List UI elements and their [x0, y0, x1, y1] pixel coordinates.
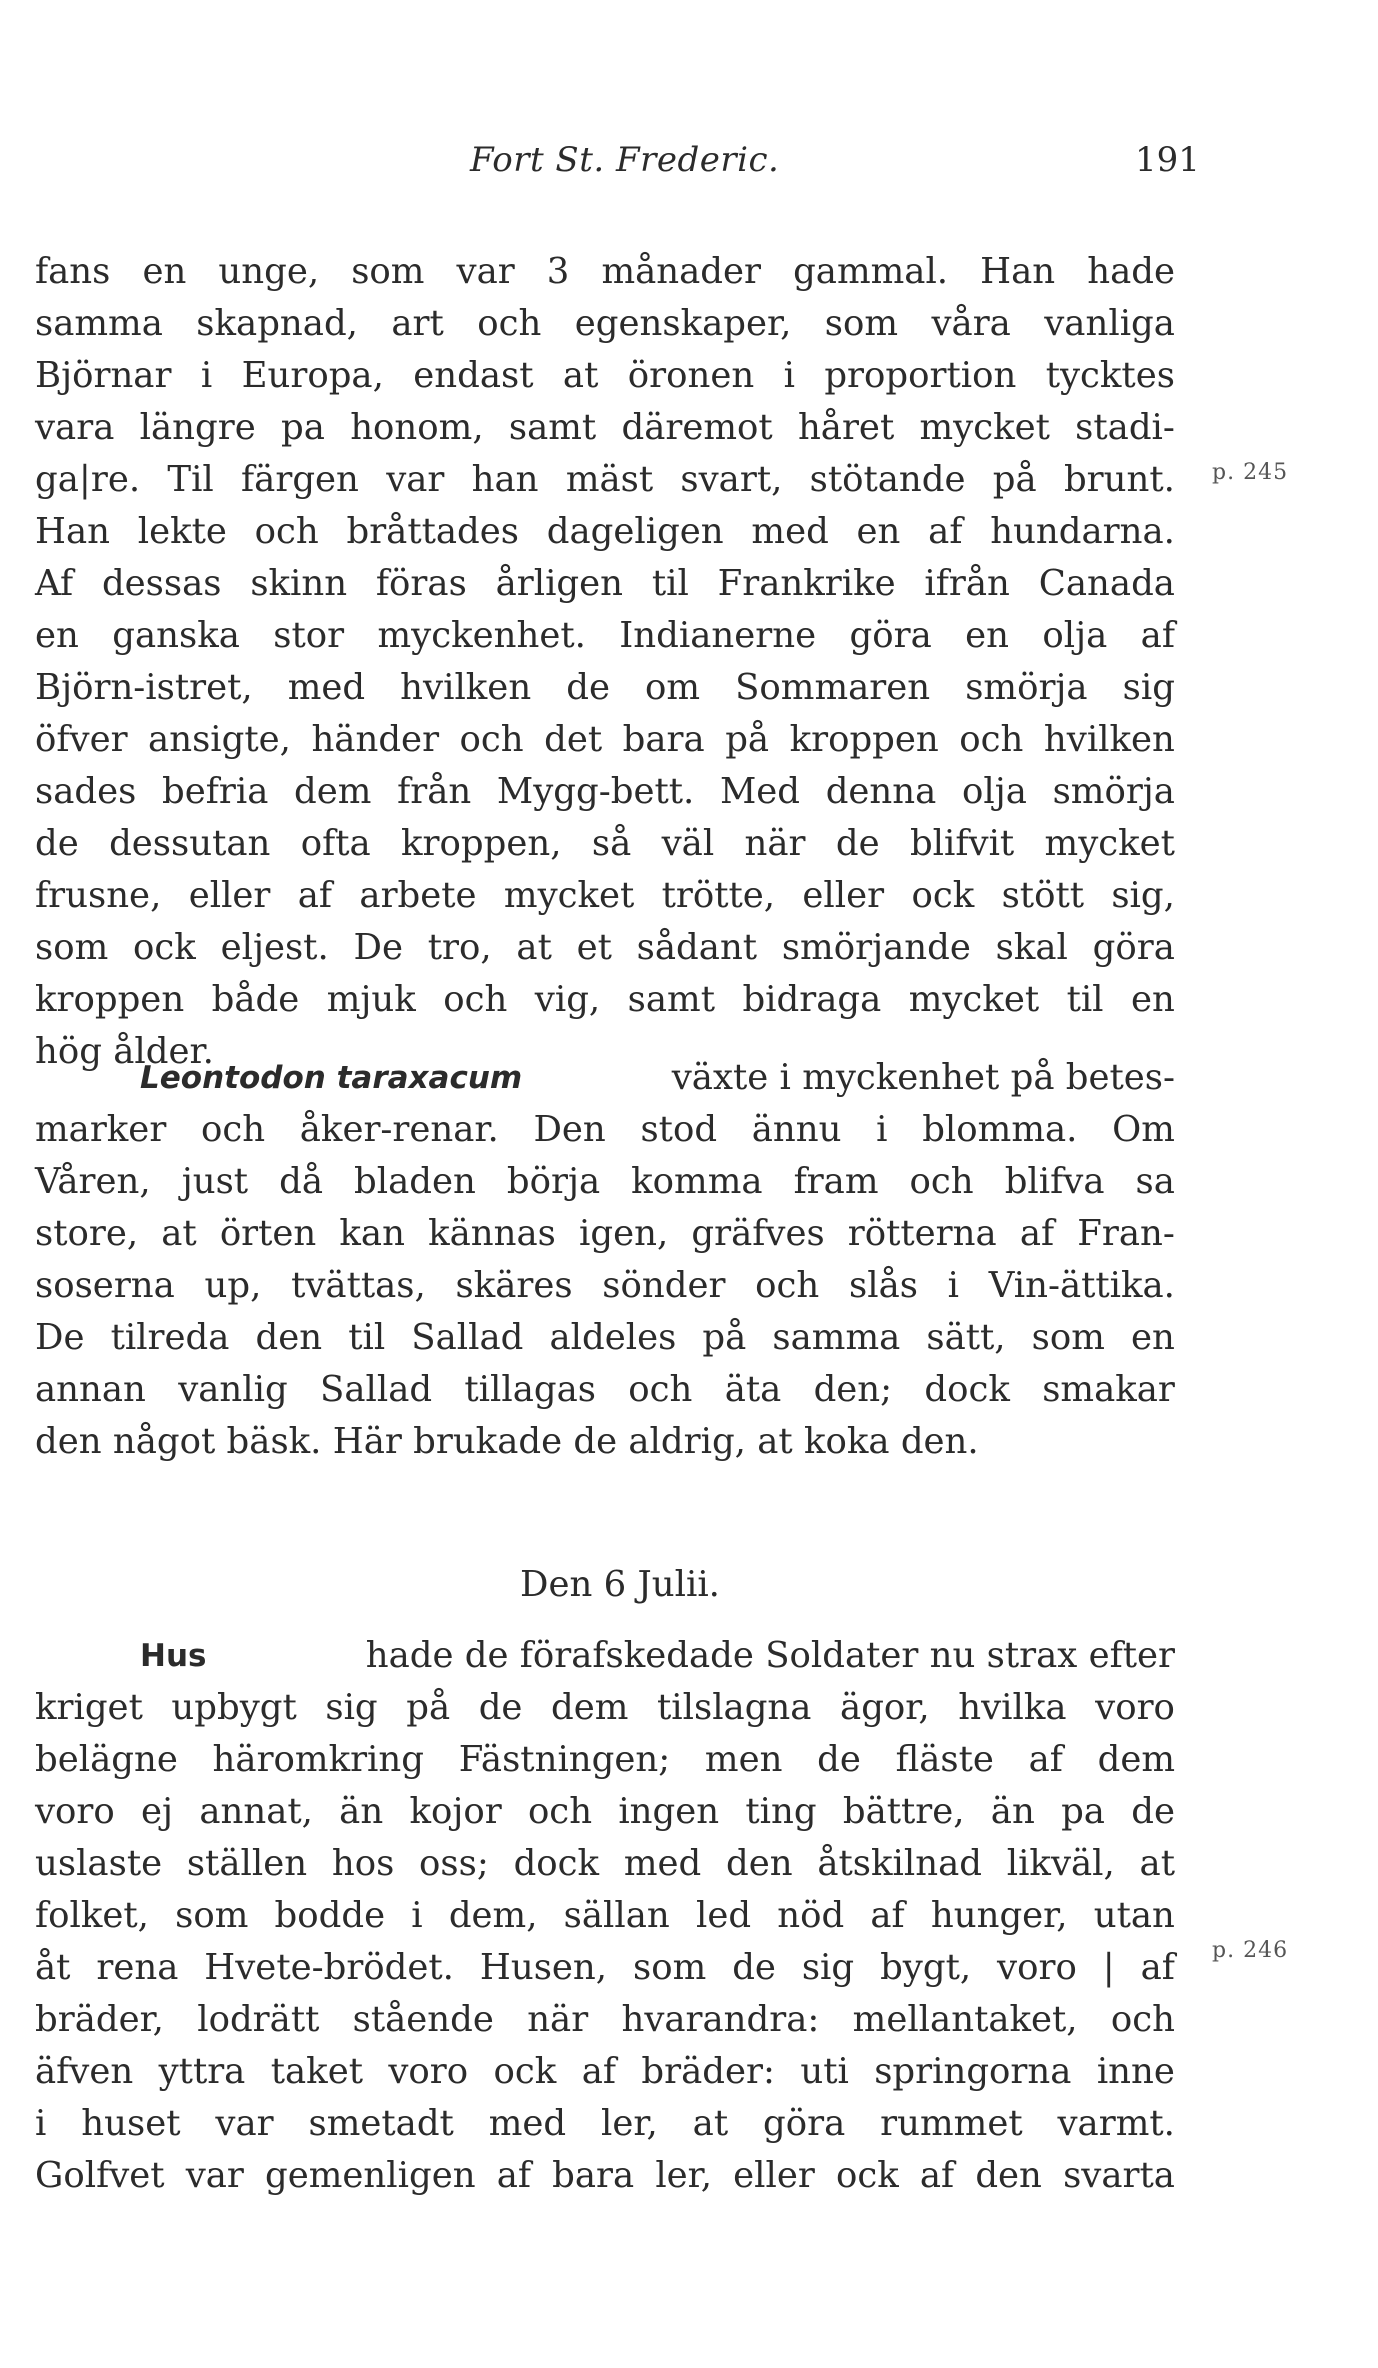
text-line: åt rena Hvete-brödet. Husen, som de sig bygt, voro | af [35, 1947, 1175, 1988]
paragraph-bears [35, 246, 1175, 1078]
text-line: marker och åker-renar. Den stod ännu i blomma. Om [35, 1109, 1175, 1150]
text-line: den något bäsk. Här brukade de aldrig, at koka den. [35, 1421, 979, 1462]
text-line: vara längre pa honom, samt däremot håret mycket stadi- [35, 407, 1175, 448]
text-line: Af dessas skinn föras årligen til Frankrike ifrån Canada [35, 563, 1175, 604]
text-line: belägne häromkring Fästningen; men de fläste af dem [35, 1739, 1175, 1780]
text-line: en ganska stor myckenhet. Indianerne göra en olja af [35, 615, 1175, 656]
text-line: Golfvet var gemenligen af bara ler, eller ock af den svarta [35, 2155, 1175, 2196]
text-line: ga|re. Til färgen var han mäst svart, stötande på brunt. [35, 459, 1175, 500]
text-line: kriget upbygt sig på de dem tilslagna ägor, hvilka voro [35, 1687, 1175, 1728]
text-line: Han lekte och bråttades dageligen med en af hundarna. [35, 511, 1175, 552]
paragraph-houses [35, 1630, 1175, 2202]
text-line: sades befria dem från Mygg-bett. Med denna olja smörja [35, 771, 1175, 812]
paragraph-leontodon [35, 1052, 1175, 1468]
text-line: frusne, eller af arbete mycket trötte, eller ock stött sig, [35, 875, 1175, 916]
species-name: Leontodon taraxacum [140, 1060, 523, 1096]
page-number: 191 [1135, 140, 1200, 180]
text-line: Björnar i Europa, endast at öronen i proportion tycktes [35, 355, 1175, 396]
text-line: de dessutan ofta kroppen, så väl när de blifvit mycket [35, 823, 1175, 864]
text-line [35, 1052, 1175, 1104]
text-line: folket, som bodde i dem, sällan led nöd af hunger, utan [35, 1895, 1175, 1936]
text-line: samma skapnad, art och egenskaper, som våra vanliga [35, 303, 1175, 344]
text-line: store, at örten kan kännas igen, gräfves rötterna af Fran- [35, 1213, 1175, 1254]
lead-word: Hus [140, 1638, 207, 1674]
text-line: soserna up, tvättas, skäres sönder och slås i Vin-ättika. [35, 1265, 1175, 1306]
text-line: hög ålder. [35, 1031, 214, 1072]
text-line: i huset var smetadt med ler, at göra rummet varmt. [35, 2103, 1175, 2144]
date-heading: Den 6 Julii. [520, 1564, 720, 1605]
margin-note-second: p. 246 [1212, 1938, 1289, 1963]
text-line: voro ej annat, än kojor och ingen ting bättre, än pa de [35, 1791, 1175, 1832]
running-head [0, 140, 1378, 190]
line-rest: växte i myckenhet på betes- [671, 1057, 1175, 1098]
text-line: bräder, lodrätt stående när hvarandra: mellantaket, och [35, 1999, 1175, 2040]
text-line: Våren, just då bladen börja komma fram och blifva sa [35, 1161, 1175, 1202]
text-line: kroppen både mjuk och vig, samt bidraga mycket til en [35, 979, 1175, 1020]
text-line: annan vanlig Sallad tillagas och äta den; dock smakar [35, 1369, 1175, 1410]
text-line: Björn-istret, med hvilken de om Sommaren smörja sig [35, 667, 1175, 708]
line-rest: hade de förafskedade Soldater nu strax efter [365, 1635, 1175, 1676]
text-line: De tilreda den til Sallad aldeles på samma sätt, som en [35, 1317, 1175, 1358]
margin-note-first: p. 245 [1212, 460, 1289, 485]
text-line: uslaste ställen hos oss; dock med den åtskilnad likväl, at [35, 1843, 1175, 1884]
text-line: öfver ansigte, händer och det bara på kroppen och hvilken [35, 719, 1175, 760]
text-line: äfven yttra taket voro ock af bräder: uti springorna inne [35, 2051, 1175, 2092]
running-title: Fort St. Frederic. [470, 140, 780, 180]
text-line: fans en unge, som var 3 månader gammal. Han hade [35, 251, 1175, 292]
text-line: som ock eljest. De tro, at et sådant smörjande skal göra [35, 927, 1175, 968]
text-line [35, 1630, 1175, 1682]
